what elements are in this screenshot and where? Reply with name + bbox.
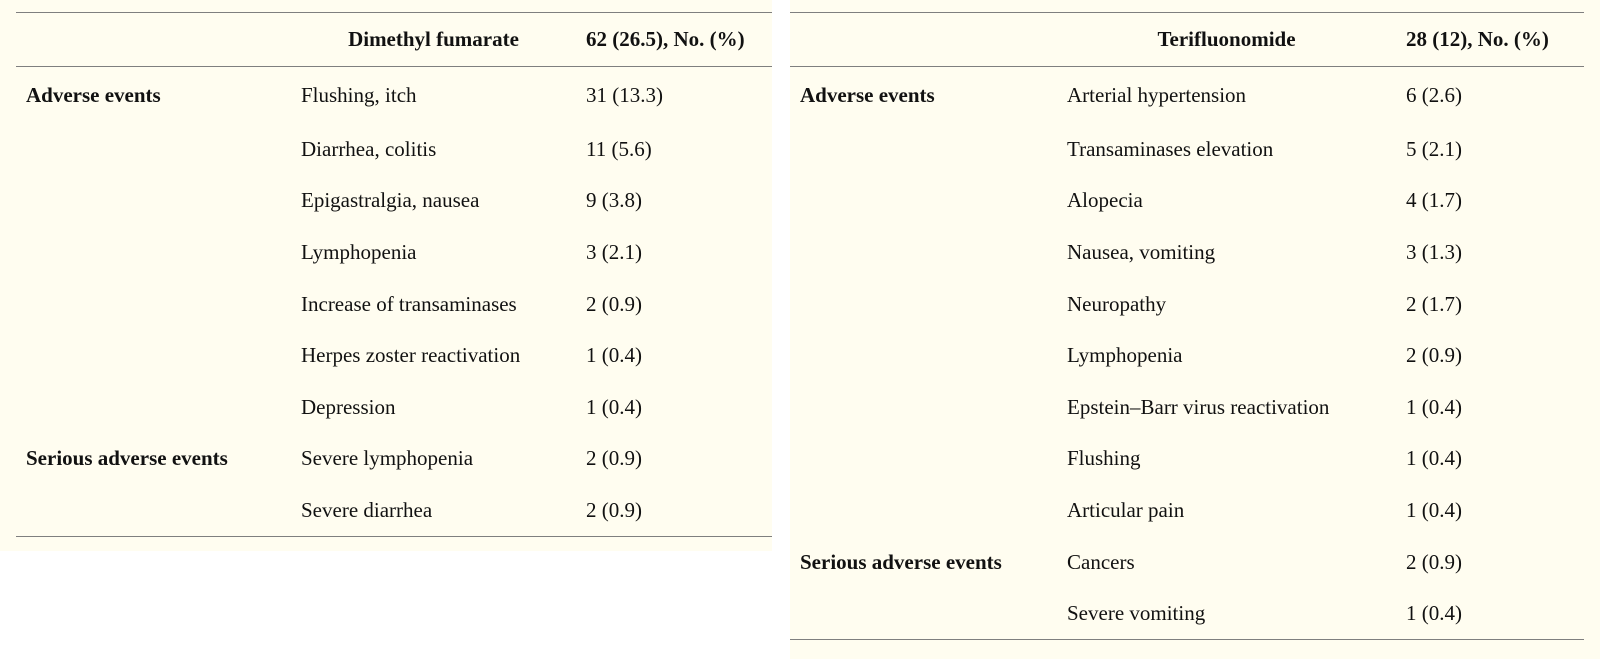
row-event: Epigastralgia, nausea [301,188,480,213]
table-row [16,485,772,537]
table-row [790,278,1584,330]
row-event: Diarrhea, colitis [301,136,437,161]
row-event: Nausea, vomiting [1067,239,1216,264]
row-event: Severe vomiting [1067,600,1206,625]
table-row [16,330,772,382]
dimethyl-fumarate-table [16,12,772,537]
table-row [16,124,772,176]
row-category [16,124,291,176]
row-event: Cancers [1067,549,1135,574]
row-category [16,227,291,279]
table-row [16,278,772,330]
row-event: Alopecia [1067,188,1143,213]
row-value: 6 (2.6) [1406,82,1462,107]
row-category [790,588,1057,640]
row-event: Epstein–Barr virus reactivation [1067,394,1330,419]
row-value: 4 (1.7) [1406,188,1462,213]
row-value: 1 (0.4) [1406,394,1462,419]
row-value: 2 (0.9) [586,291,642,316]
row-value: 2 (0.9) [586,497,642,522]
row-event: Articular pain [1067,497,1185,522]
row-value: 11 (5.6) [586,136,652,161]
header-drug-name: Terifluonomide [1157,27,1296,51]
header-count: 62 (26.5), No. (%) [586,27,745,51]
row-category [16,485,291,537]
row-value: 1 (0.4) [586,394,642,419]
table-row [16,175,772,227]
row-category: Adverse events [26,82,161,107]
row-category [16,330,291,382]
row-event: Arterial hypertension [1067,82,1247,107]
table-row [16,433,772,485]
table-header-row [16,13,772,67]
row-value: 1 (0.4) [586,343,642,368]
row-event: Herpes zoster reactivation [301,343,521,368]
table-row [16,381,772,433]
row-category [16,175,291,227]
row-event: Neuropathy [1067,291,1167,316]
table-row [790,124,1584,176]
row-event: Severe diarrhea [301,497,433,522]
row-category [790,485,1057,537]
row-category [790,381,1057,433]
row-value: 3 (1.3) [1406,239,1462,264]
header-category [790,13,1057,67]
row-event: Lymphopenia [1067,343,1183,368]
row-event: Depression [301,394,396,419]
row-value: 2 (1.7) [1406,291,1462,316]
terifluonomide-table-body [790,67,1584,640]
row-value: 2 (0.9) [586,446,642,471]
row-event: Flushing, itch [301,82,417,107]
row-category [790,175,1057,227]
row-category [790,330,1057,382]
terifluonomide-panel [790,0,1600,659]
row-value: 1 (0.4) [1406,600,1462,625]
row-value: 2 (0.9) [1406,549,1462,574]
table-row [790,485,1584,537]
table-row [16,227,772,279]
row-event: Flushing [1067,446,1141,471]
row-category: Serious adverse events [800,549,1002,574]
row-value: 3 (2.1) [586,239,642,264]
dimethyl-fumarate-table-body [16,67,772,537]
row-event: Transaminases elevation [1067,136,1274,161]
row-value: 9 (3.8) [586,188,642,213]
row-value: 1 (0.4) [1406,497,1462,522]
dimethyl-fumarate-panel [0,0,772,551]
row-category [16,381,291,433]
header-category [16,13,291,67]
row-category [790,124,1057,176]
header-count: 28 (12), No. (%) [1406,27,1549,51]
header-drug-name: Dimethyl fumarate [348,27,519,51]
row-category [790,278,1057,330]
row-category [16,278,291,330]
table-row [790,381,1584,433]
table-row [790,175,1584,227]
row-category: Serious adverse events [26,446,228,471]
row-event: Increase of transaminases [301,291,517,316]
table-row [790,330,1584,382]
table-row [790,536,1584,588]
row-value: 31 (13.3) [586,82,663,107]
row-value: 1 (0.4) [1406,446,1462,471]
table-row [790,588,1584,640]
table-row [790,67,1584,124]
row-category: Adverse events [800,82,935,107]
table-row [790,227,1584,279]
row-value: 2 (0.9) [1406,343,1462,368]
terifluonomide-table [790,12,1584,640]
row-category [790,433,1057,485]
row-event: Severe lymphopenia [301,446,474,471]
table-row [16,67,772,124]
row-event: Lymphopenia [301,239,417,264]
row-value: 5 (2.1) [1406,136,1462,161]
table-header-row [790,13,1584,67]
table-row [790,433,1584,485]
row-category [790,227,1057,279]
